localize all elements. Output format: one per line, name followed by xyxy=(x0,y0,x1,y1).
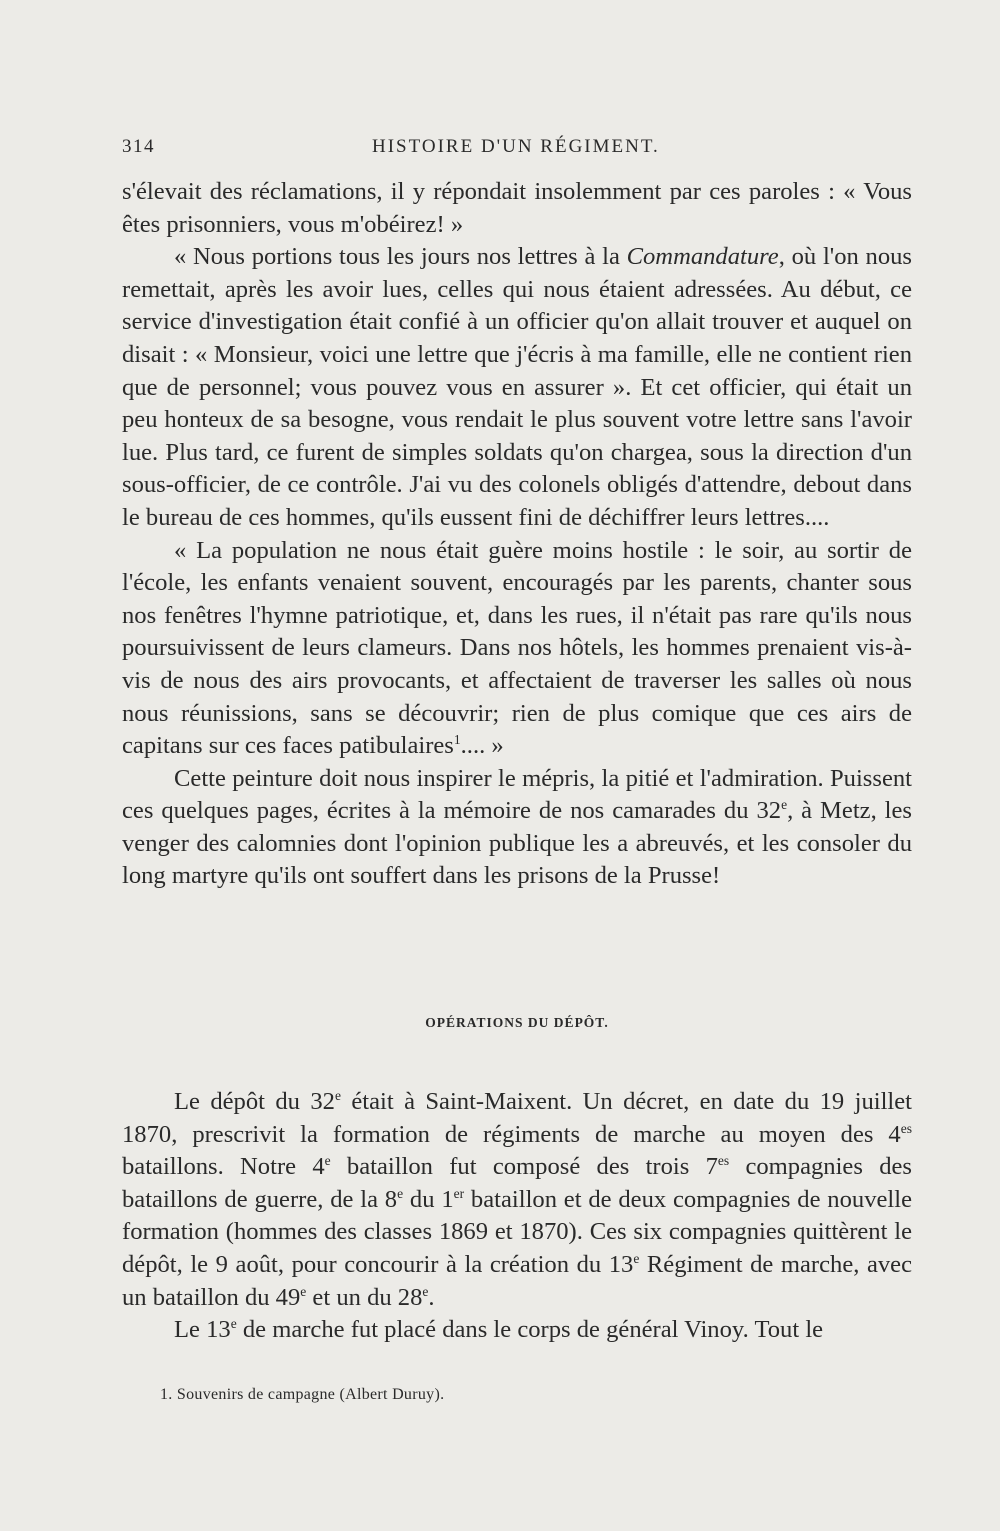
paragraph-2-text-b: , où l'on nous remettait, après les avoir lues, celles qui nous étaient adressées. Au début, ce service d'investigation était confié à un officier qu'on allait trouver et auquel on disait : « Monsieur, voici une lettre que j'écris à ma famille, elle ne contient rien que de personnel; vous pouvez vous en assurer ». Et cet officier, qui était un peu honteux de sa besogne, vous rendait le plus souvent votre lettre sans l'avoir lue. Plus tard, ce furent de simples soldats qu'on chargea, sous la direction d'un sous-officier, de ce contrôle. J'ai vu des colonels obligés d'attendre, debout dans le bureau de ces hommes, qu'ils eussent fini de déchiffrer leurs lettres.... xyxy=(122,243,912,531)
s1-c-sup: e xyxy=(324,1153,331,1168)
page-number: 314 xyxy=(122,136,155,157)
paragraph-2-text-a: « Nous portions tous les jours nos lettres à la xyxy=(174,243,627,271)
s1-a: Le dépôt du 32 xyxy=(174,1088,335,1115)
s1-a-sup: e xyxy=(334,1087,341,1103)
body-text xyxy=(122,176,912,893)
paragraph-4-text-a: Cette peinture doit nous inspirer le mépris, la pitié et l'admiration. Puissent ces quelques pages, écrites à la mémoire de nos camarades du 32 xyxy=(122,764,912,825)
paragraph-1: s'élevait des réclamations, il y répondait insolemment par ces paroles : « Vous êtes prisonniers, vous m'obéirez! » xyxy=(122,178,912,238)
s1-f: du 1 xyxy=(403,1185,454,1213)
running-title: HISTOIRE D'UN RÉGIMENT. xyxy=(372,136,660,157)
s1-c: bataillons. Notre 4 xyxy=(122,1153,325,1181)
s2-a: Le 13 xyxy=(174,1316,231,1344)
section-heading: OPÉRATIONS DU DÉPÔT. xyxy=(425,1015,609,1030)
s1-g: bataillon et de deux compagnies de nouvelle formation (hommes des classes 1869 et 1870). Ces six compagnies quittèrent le dépôt, le 9 août, pour concourir à la création du 13 xyxy=(122,1185,912,1278)
paragraph-2 xyxy=(122,241,912,534)
paragraph-4-sup: e xyxy=(781,797,788,813)
s1-i: et un du 28 xyxy=(306,1283,423,1311)
footnote xyxy=(160,1386,900,1404)
footnote-text: Souvenirs de campagne (Albert Duruy). xyxy=(176,1386,445,1403)
section-text xyxy=(122,1086,912,1347)
paragraph-2-italic: Commandature xyxy=(626,243,779,271)
s1-d-sup: es xyxy=(717,1153,730,1168)
paragraph-3 xyxy=(122,535,912,763)
s2-a-sup: e xyxy=(230,1315,237,1331)
paragraph-3-text-b: .... » xyxy=(460,732,504,760)
paragraph-4-text-b: , à Metz, les venger des calomnies dont l'opinion publique les a abreuvés, et les consoler du long martyre qu'ils ont souffert dans les prisons de la Prusse! xyxy=(122,797,912,890)
s1-h: Régiment de marche, avec un bataillon du 49 xyxy=(122,1250,912,1311)
running-head xyxy=(122,136,912,166)
footnote-marker: 1 xyxy=(453,731,461,747)
s1-f-sup: er xyxy=(453,1185,465,1201)
s1-i-sup: e xyxy=(422,1283,429,1299)
section-paragraph-1 xyxy=(122,1086,912,1314)
s1-g-sup: e xyxy=(633,1250,640,1266)
s1-h-sup: e xyxy=(300,1283,307,1299)
s1-j: . xyxy=(428,1283,435,1311)
s1-d: bataillon fut composé des trois 7 xyxy=(330,1153,718,1181)
paragraph-3-text-a: « La population ne nous était guère moins hostile : le soir, au sortir de l'école, les enfants venaient souvent, encouragés par les parents, chanter sous nos fenêtres l'hymne patriotique, et, dans les rues, il n'était pas rare qu'ils nous poursuivissent de leurs clameurs. Dans nos hôtels, les hommes prenaient vis-à-vis de nous des airs provocants, et affectaient de traverser les salles où nous nous réunissions, sans se découvrir; rien de plus comique que ces airs de capitans sur ces faces patibulaires xyxy=(122,536,912,760)
s1-b: était à Saint-Maixent. Un décret, en date du 19 juillet 1870, prescrivit la formation de régiments de marche au moyen des 4 xyxy=(122,1088,912,1148)
s1-b-sup: es xyxy=(900,1120,912,1136)
s1-e: compagnies des bataillons de guerre, de la 8 xyxy=(122,1153,912,1213)
section-paragraph-2 xyxy=(122,1314,912,1347)
footnote-number: 1. xyxy=(160,1386,173,1403)
paragraph-4 xyxy=(122,763,912,893)
s2-b: de marche fut placé dans le corps de général Vinoy. Tout le xyxy=(236,1316,824,1344)
s1-e-sup: e xyxy=(397,1185,404,1201)
